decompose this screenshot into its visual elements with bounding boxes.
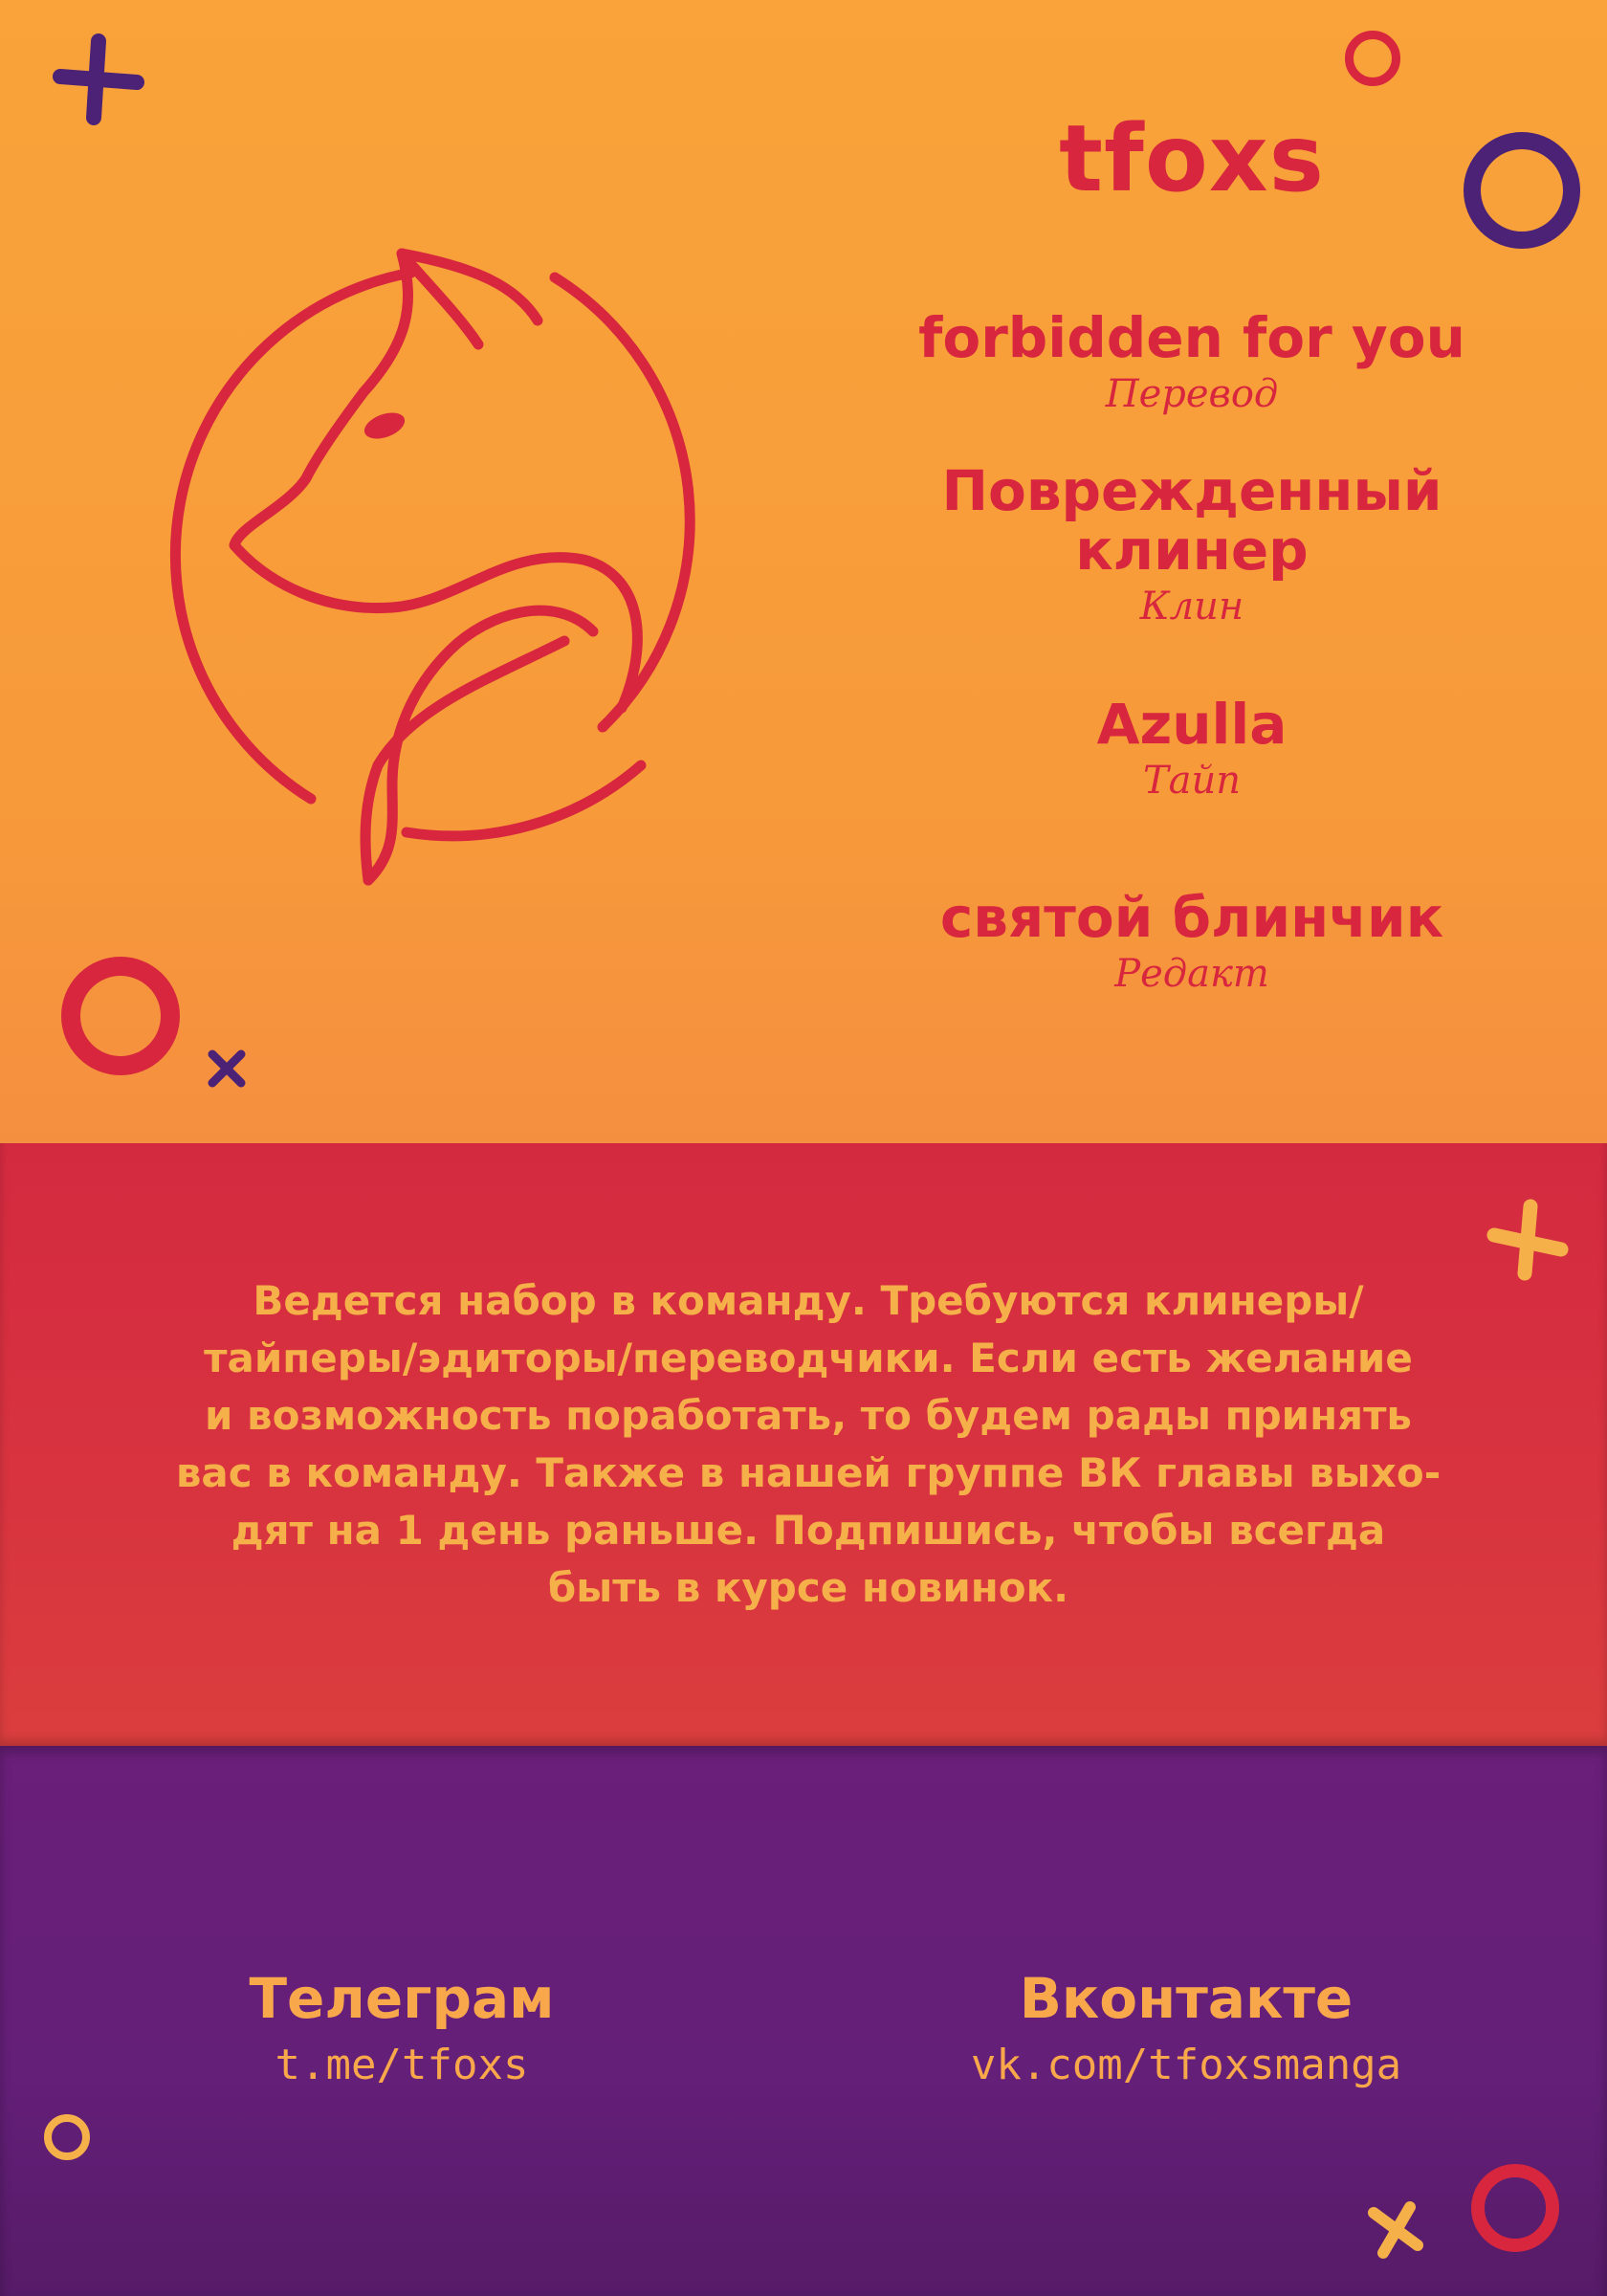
recruitment-text	[153, 1272, 1464, 1617]
cross-icon	[1362, 2196, 1429, 2263]
recruitment-line: тайперы/эдиторы/переводчики. Если есть желание	[204, 1335, 1413, 1381]
ring-icon	[1345, 31, 1400, 86]
credit-name: Azulla	[1096, 692, 1288, 757]
recruitment-line: вас в команду. Также в нашей группе ВК главы выхо-	[175, 1449, 1442, 1496]
credit-role: Перевод	[1105, 372, 1279, 416]
recruitment-line: дят на 1 день раньше. Подпишись, чтобы всегда	[231, 1507, 1386, 1554]
team-title: tfoxs	[1059, 105, 1325, 212]
vk-link[interactable]: vk.com/tfoxsmanga	[970, 2041, 1402, 2089]
cross-icon	[203, 1045, 251, 1093]
credit-role: Тайп	[1142, 759, 1242, 803]
fox-logo-icon	[143, 230, 756, 899]
credit-translator	[809, 305, 1574, 417]
ring-icon	[44, 2114, 90, 2160]
contact-vk	[890, 1966, 1483, 2094]
contact-title: Вконтакте	[1019, 1966, 1354, 2031]
credit-role: Редакт	[1114, 952, 1269, 996]
credit-name: святой блинчик	[939, 885, 1444, 950]
recruitment-line: Ведется набор в команду. Требуются клинеры/	[253, 1277, 1364, 1324]
ring-icon	[61, 957, 180, 1075]
plus-icon	[46, 27, 151, 132]
ring-icon	[1471, 2164, 1559, 2252]
credit-editor	[809, 885, 1574, 997]
recruitment-line: быть в курсе новинок.	[547, 1564, 1069, 1611]
credit-name: Поврежденный клинер	[941, 458, 1442, 583]
recruitment-line: и возможность поработать, то будем рады принять	[205, 1392, 1412, 1439]
contact-telegram	[210, 1966, 593, 2094]
credit-role: Клин	[1139, 585, 1244, 629]
credit-cleaner	[809, 458, 1574, 629]
credit-name: forbidden for you	[918, 305, 1465, 370]
credit-typesetter	[809, 692, 1574, 804]
credits-section	[0, 0, 1607, 1143]
telegram-link[interactable]: t.me/tfoxs	[275, 2041, 529, 2089]
cross-icon	[1485, 1197, 1571, 1283]
contact-title: Телеграм	[249, 1966, 555, 2031]
